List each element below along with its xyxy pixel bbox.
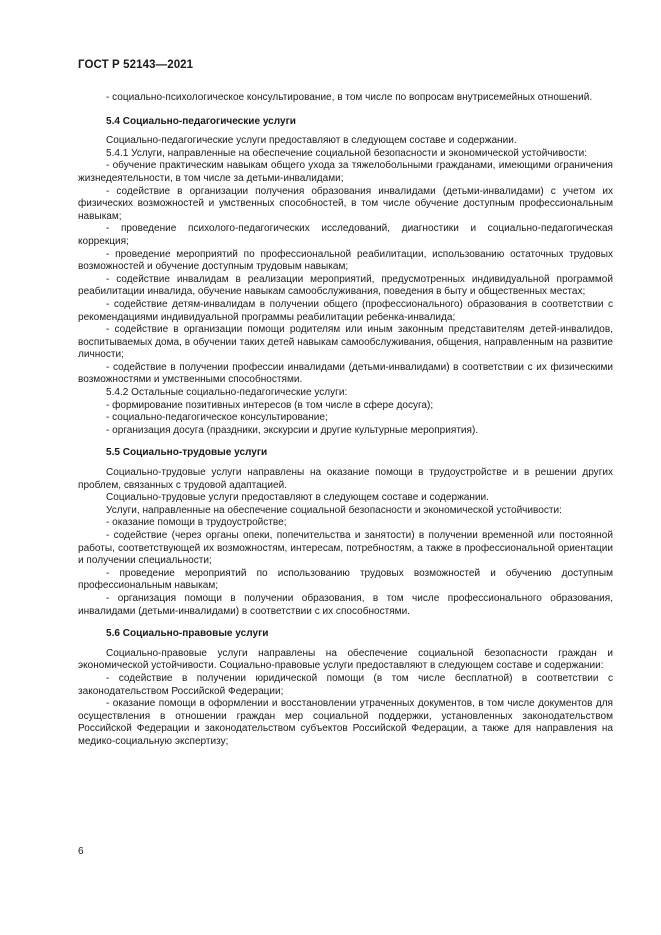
section-heading: 5.5 Социально-трудовые услуги (106, 447, 268, 459)
section-paragraph: - проведение психолого-педагогических исследований, диагностики и социально-педагогическая коррекция; (78, 223, 613, 247)
section (78, 447, 613, 618)
section-paragraph: Услуги, направленные на обеспечение социальной безопасности и экономической устойчивости: (106, 504, 562, 516)
section-paragraph: Социально-правовые услуги направлены на обеспечение социальной безопасности граждан и экономической устойчивости. Социально-правовые услуги предоставляют в следующем составе и содержании: (78, 647, 613, 672)
section-paragraph: - социально-педагогическое консультирование; (106, 412, 328, 424)
section-paragraph: Социально-трудовые услуги направлены на оказание помощи в трудоустройстве и в решении других проблем, связанных с трудовой адаптацией. (78, 467, 613, 491)
section-paragraph: - содействие в организации получения образования инвалидами (детьми-инвалидами) с учетом их физических возможностей и умственных способностей, в том числе обучение доступным профессиональным навыкам; (78, 185, 613, 222)
intro-paragraph: - социально-психологическое консультирование, в том числе по вопросам внутрисемейных отношений. (106, 92, 593, 103)
section-paragraph: 5.4.1 Услуги, направленные на обеспечение социальной безопасности и экономической устойчивости: (106, 147, 587, 159)
section-paragraph: Социально-трудовые услуги предоставляют в следующем составе и содержании. (106, 492, 489, 504)
section-paragraph: - содействие в получении профессии инвалидами (детьми-инвалидами) в соответствии с их физическими возможностями и умственными способностями. (78, 361, 613, 386)
intro-block (78, 92, 613, 105)
section-paragraph: 5.4.2 Остальные социально-педагогические услуги: (106, 387, 348, 399)
section (78, 628, 613, 748)
section-paragraph: - оказание помощи в трудоустройстве; (106, 517, 287, 529)
section-paragraph: - содействие в организации помощи родителям или иным законным представителям детей-инвалидов, воспитываемых дома, в обучении таких детей навыкам самообслуживания, общения, направленным на развитие личности; (78, 324, 613, 361)
document-header: ГОСТ Р 52143—2021 (78, 59, 194, 71)
section-paragraph: - содействие в получении юридической помощи (в том числе бесплатной) в соответствии с законодательством Российской Федерации; (78, 672, 613, 697)
section-paragraph: - содействие (через органы опеки, попечительства и занятости) в получении временной или постоянной работы, соответствующей их возможностям, интересам, потребностям, а также в профессиональной ориентации и получении специальности; (78, 530, 613, 567)
section-paragraph: - оказание помощи в оформлении и восстановлении утраченных документов, в том числе документов для осуществления в отношении граждан мер социальной поддержки, установленных законодательством Российской Федерации и законодательством субъектов Российской Федерации, а также для направления на медико-социальную экспертизу; (78, 698, 613, 747)
section-paragraph: - организация досуга (праздники, экскурсии и другие культурные мероприятия). (106, 424, 479, 436)
section-paragraph: - обучение практическим навыкам общего ухода за тяжелобольными гражданами, имеющими ограничения жизнедеятельности, в том числе за детьми-инвалидами; (78, 160, 613, 184)
section (78, 116, 613, 438)
section-paragraph: - проведение мероприятий по использованию трудовых возможностей и обучению доступным профессиональным навыкам; (78, 567, 613, 592)
section-paragraph: - формирование позитивных интересов (в том числе в сфере досуга); (106, 399, 434, 411)
section-paragraph: - проведение мероприятий по профессиональной реабилитации, использованию остаточных трудовых возможностей и обучение доступным трудовым навыкам; (78, 248, 613, 273)
section-heading: 5.4 Социально-педагогические услуги (106, 115, 296, 127)
section-heading: 5.6 Социально-правовые услуги (106, 628, 269, 640)
section-paragraph: Социально-педагогические услуги предоставляют в следующем составе и содержании. (106, 135, 517, 147)
sections-container (78, 116, 613, 749)
document-body (78, 92, 613, 749)
section-paragraph: - содействие инвалидам в реализации мероприятий, предусмотренных индивидуальной программой реабилитации инвалида, обучение навыкам самообслуживания, поведения в быту и общественных местах; (78, 273, 613, 298)
section-paragraph: - содействие детям-инвалидам в получении общего (профессионального) образования в соответствии с рекомендациями индивидуальной программы реабилитации ребенка-инвалида; (78, 298, 613, 323)
section-paragraph: - организация помощи в получении образования, в том числе профессионального образования, инвалидами (детьми-инвалидами) в соответствии с их способностями. (78, 592, 613, 617)
page-number: 6 (78, 846, 84, 857)
